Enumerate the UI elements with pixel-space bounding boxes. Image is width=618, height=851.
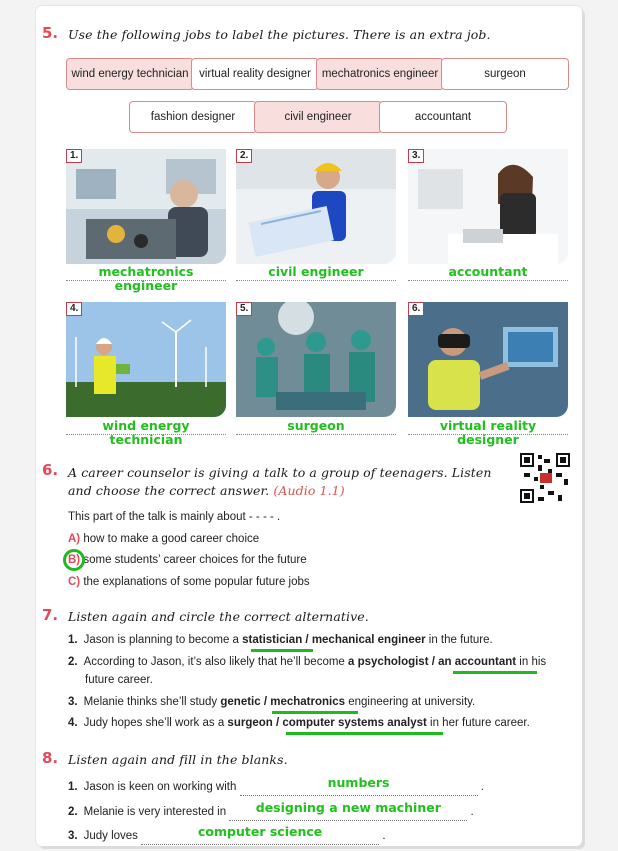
q8-item-1-answer: numbers [327, 775, 390, 790]
question-6-text: A career counselor is giving a talk to a group of teenagers. Listen and choose the correct answer. [68, 465, 492, 498]
question-5-instruction: Use the following jobs to label the pictures. There is an extra job. [68, 27, 491, 42]
word-civil-engineer: civil engineer [254, 101, 382, 133]
q7-item-2: 2. According to Jason, it’s also likely that he’ll become a psychologist / an accountant in his [68, 656, 547, 668]
question-8-number: 8. [42, 749, 59, 767]
picture-5-answer[interactable]: surgeon [236, 419, 396, 435]
engineer-hardhat-photo-icon [236, 149, 396, 264]
option-a[interactable] [68, 533, 259, 545]
picture-3-number: 3. [408, 149, 424, 163]
q8-item-1: 1. Jason is keen on working with numbers . [68, 778, 484, 796]
picture-6-answer[interactable]: virtual reality designer [408, 419, 568, 435]
q7-item-4-alt1[interactable]: surgeon [227, 717, 273, 729]
surgeons-operating-photo-icon [236, 302, 396, 417]
q7-item-1-answer-underline [251, 649, 313, 652]
q7-item-1-number: 1. [68, 634, 78, 646]
question-6-stem: This part of the talk is mainly about - - - - . [68, 511, 281, 523]
q8-item-3-answer: computer science [198, 824, 323, 839]
picture-1-number: 1. [66, 149, 82, 163]
q7-item-2-answer-underline [453, 671, 537, 674]
q7-item-4: 4. Judy hopes she’ll work as a surgeon / computer systems analyst in her future career. [68, 717, 530, 729]
woman-calculator-photo-icon [408, 149, 568, 264]
picture-5 [236, 302, 396, 417]
q7-item-2-number: 2. [68, 656, 78, 668]
picture-1-answer[interactable]: mechatronics engineer [66, 265, 226, 281]
picture-6 [408, 302, 568, 417]
option-c-text: the explanations of some popular future jobs [83, 576, 310, 588]
qr-code-icon[interactable] [520, 453, 570, 503]
option-c-letter: C) [68, 576, 81, 588]
option-a-text: how to make a good career choice [83, 533, 260, 545]
picture-5-number: 5. [236, 302, 252, 316]
word-surgeon: surgeon [441, 58, 569, 90]
wind-turbine-worker-photo-icon [66, 302, 226, 417]
picture-3-answer[interactable]: accountant [408, 265, 568, 281]
word-virtual-reality-designer: virtual reality designer [191, 58, 319, 90]
question-7-instruction: Listen again and circle the correct alternative. [68, 609, 369, 624]
worksheet-page [36, 6, 582, 846]
q8-item-3: 3. Judy loves computer science . [68, 827, 386, 845]
picture-4-answer[interactable]: wind energy technician [66, 419, 226, 435]
q7-item-2-continued: future career. [85, 674, 153, 686]
question-5-number: 5. [42, 24, 59, 42]
q7-item-2-alt2[interactable]: an accountant [438, 656, 517, 668]
question-6-number: 6. [42, 461, 59, 479]
picture-6-number: 6. [408, 302, 424, 316]
option-a-letter: A) [68, 533, 81, 545]
selected-answer-circle [63, 549, 85, 571]
picture-2-answer[interactable]: civil engineer [236, 265, 396, 281]
option-b-letter: B) [68, 554, 81, 566]
q7-item-3-alt1[interactable]: genetic [220, 696, 261, 708]
word-mechatronics-engineer: mechatronics engineer [316, 58, 444, 90]
q7-item-3-number: 3. [68, 696, 78, 708]
picture-2-number: 2. [236, 149, 252, 163]
question-6-instruction [68, 464, 498, 500]
option-c[interactable] [68, 576, 310, 588]
option-b[interactable] [68, 554, 307, 566]
picture-4 [66, 302, 226, 417]
technician-robotics-photo-icon [66, 149, 226, 264]
word-wind-energy-technician: wind energy technician [66, 58, 194, 90]
audio-label[interactable]: (Audio 1.1) [273, 483, 345, 498]
q8-item-1-number: 1. [68, 781, 78, 793]
q8-item-2-number: 2. [68, 806, 78, 818]
option-b-text: some students’ career choices for the future [83, 554, 307, 566]
word-fashion-designer: fashion designer [129, 101, 257, 133]
q7-item-1: 1. Jason is planning to become a statistician / mechanical engineer in the future. [68, 634, 493, 646]
q7-item-3-alt2[interactable]: mechatronics [270, 696, 346, 708]
vr-headset-worker-photo-icon [408, 302, 568, 417]
q8-item-2: 2. Melanie is very interested in designing a new machiner . [68, 803, 474, 821]
q8-item-2-answer: designing a new machiner [255, 800, 441, 815]
picture-2 [236, 149, 396, 264]
picture-3 [408, 149, 568, 264]
q7-item-3: 3. Melanie thinks she’ll study genetic / mechatronics engineering at university. [68, 696, 476, 708]
q7-item-1-alt1[interactable]: statistician [242, 634, 303, 646]
q7-item-4-number: 4. [68, 717, 78, 729]
question-7-number: 7. [42, 606, 59, 624]
q7-item-1-alt2[interactable]: mechanical engineer [311, 634, 426, 646]
word-accountant: accountant [379, 101, 507, 133]
q7-item-2-alt1[interactable]: a psychologist [348, 656, 429, 668]
picture-1 [66, 149, 226, 264]
q7-item-4-alt2[interactable]: computer systems analyst [282, 717, 427, 729]
question-8-instruction: Listen again and fill in the blanks. [68, 752, 288, 767]
q8-item-3-number: 3. [68, 830, 78, 842]
picture-4-number: 4. [66, 302, 82, 316]
q7-item-4-answer-underline [286, 732, 443, 735]
